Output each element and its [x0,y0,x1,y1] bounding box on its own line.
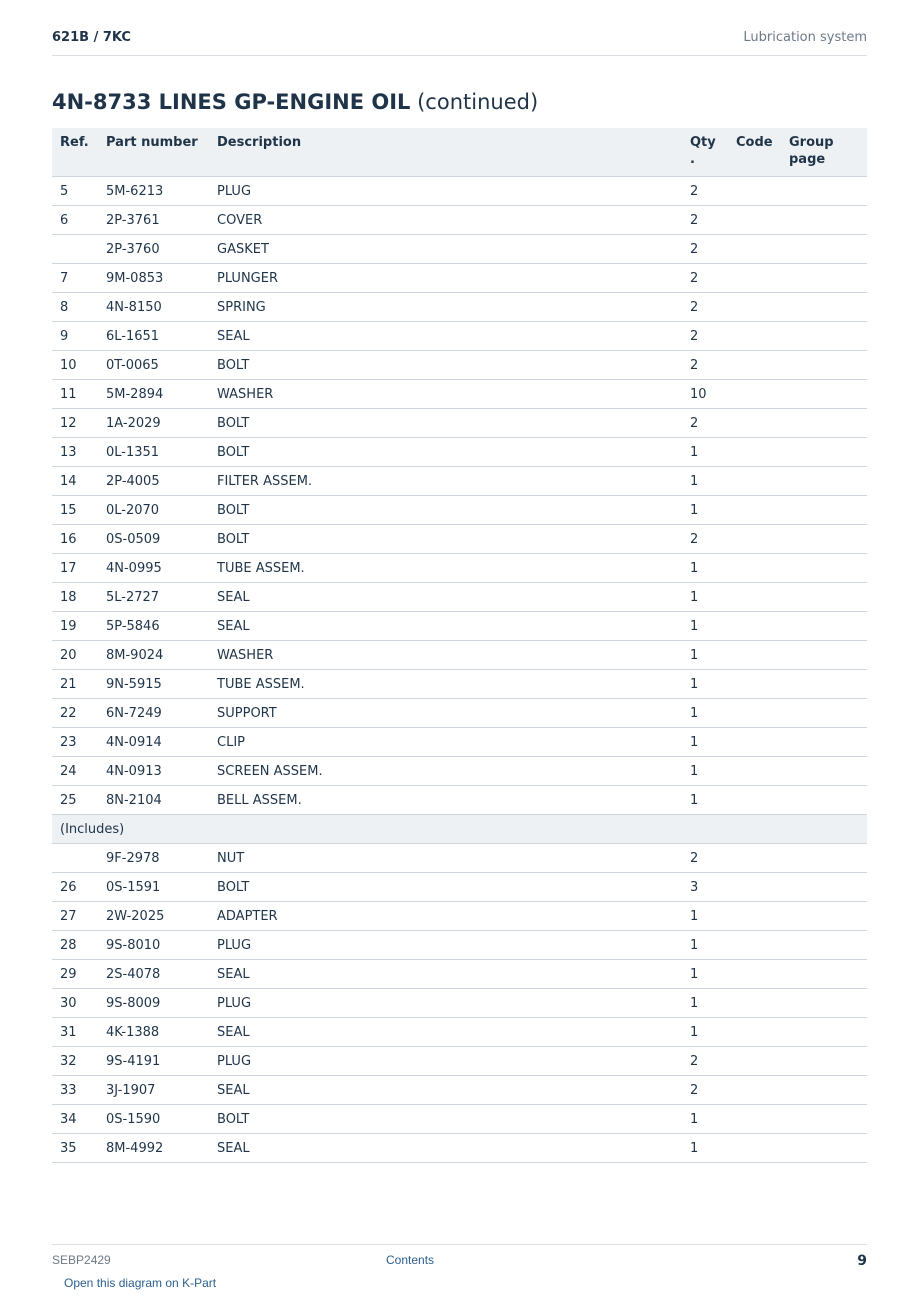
description-cell: PLUG [209,931,682,960]
table-row [52,496,867,525]
table-row [52,1134,867,1163]
group-page-cell [781,757,867,786]
description-cell: BOLT [209,351,682,380]
code-cell [728,873,781,902]
part-number-cell: 0S-1591 [98,873,209,902]
code-cell [728,177,781,206]
part-number-cell: 5P-5846 [98,612,209,641]
qty-cell: 1 [682,496,728,525]
ref-cell: 28 [52,931,98,960]
col-qty-header: Qty . [682,128,728,177]
code-cell [728,612,781,641]
ref-cell: 5 [52,177,98,206]
group-page-cell [781,467,867,496]
description-cell: SEAL [209,960,682,989]
table-row [52,844,867,873]
table-row [52,641,867,670]
part-number-cell: 0S-0509 [98,525,209,554]
ref-cell: 7 [52,264,98,293]
qty-cell: 1 [682,757,728,786]
qty-cell: 3 [682,873,728,902]
col-description-header: Description [209,128,682,177]
table-row [52,670,867,699]
group-page-cell [781,641,867,670]
table-row [52,525,867,554]
qty-cell: 10 [682,380,728,409]
code-cell [728,699,781,728]
ref-cell: 12 [52,409,98,438]
group-page-cell [781,496,867,525]
description-cell: FILTER ASSEM. [209,467,682,496]
group-page-cell [781,322,867,351]
code-cell [728,641,781,670]
table-row [52,467,867,496]
col-code-header: Code [728,128,781,177]
page-number: 9 [857,1253,867,1269]
ref-cell: 13 [52,438,98,467]
group-page-cell [781,960,867,989]
section-label: Lubrication system [743,30,867,45]
description-cell: SEAL [209,583,682,612]
table-row [52,728,867,757]
group-page-cell [781,264,867,293]
qty-cell: 1 [682,1105,728,1134]
group-page-cell [781,380,867,409]
group-page-cell [781,438,867,467]
table-row [52,235,867,264]
table-row [52,293,867,322]
ref-cell: 30 [52,989,98,1018]
description-cell: BOLT [209,525,682,554]
qty-cell: 1 [682,438,728,467]
part-number-cell: 2P-4005 [98,467,209,496]
table-row [52,438,867,467]
part-number-cell: 5L-2727 [98,583,209,612]
part-number-cell: 8N-2104 [98,786,209,815]
ref-cell: 35 [52,1134,98,1163]
part-number-cell: 6N-7249 [98,699,209,728]
ref-cell: 11 [52,380,98,409]
ref-cell [52,235,98,264]
part-number-cell: 8M-4992 [98,1134,209,1163]
ref-cell: 10 [52,351,98,380]
qty-cell: 1 [682,554,728,583]
part-number-cell: 0L-2070 [98,496,209,525]
parts-table [52,128,867,1163]
qty-cell: 1 [682,960,728,989]
ref-cell: 15 [52,496,98,525]
description-cell: TUBE ASSEM. [209,554,682,583]
description-cell: SEAL [209,612,682,641]
col-ref-header: Ref. [52,128,98,177]
table-row [52,177,867,206]
qty-cell: 2 [682,525,728,554]
ref-cell: 14 [52,467,98,496]
group-page-cell [781,1134,867,1163]
page-footer [52,1244,867,1275]
group-page-cell [781,786,867,815]
description-cell: GASKET [209,235,682,264]
code-cell [728,293,781,322]
group-page-cell [781,1018,867,1047]
code-cell [728,728,781,757]
ref-cell: 31 [52,1018,98,1047]
table-row [52,554,867,583]
part-number-cell: 9S-4191 [98,1047,209,1076]
qty-cell: 1 [682,612,728,641]
col-group-page-header: Group page [781,128,867,177]
table-row [52,206,867,235]
qty-cell: 2 [682,264,728,293]
qty-cell: 1 [682,902,728,931]
part-number-cell: 0T-0065 [98,351,209,380]
group-page-cell [781,873,867,902]
description-cell: PLUG [209,989,682,1018]
group-page-cell [781,670,867,699]
code-cell [728,902,781,931]
description-cell: BELL ASSEM. [209,786,682,815]
description-cell: PLUNGER [209,264,682,293]
ref-cell: 26 [52,873,98,902]
ref-cell: 25 [52,786,98,815]
document-id: SEBP2429 [52,1253,111,1267]
qty-cell: 1 [682,670,728,699]
includes-label: (Includes) [52,815,867,844]
part-number-cell: 9M-0853 [98,264,209,293]
part-number-cell: 6L-1651 [98,322,209,351]
part-number-cell: 9S-8009 [98,989,209,1018]
ref-cell: 23 [52,728,98,757]
ref-cell: 19 [52,612,98,641]
code-cell [728,1018,781,1047]
group-page-cell [781,902,867,931]
qty-cell: 2 [682,235,728,264]
code-cell [728,1105,781,1134]
qty-cell: 1 [682,699,728,728]
group-page-cell [781,177,867,206]
description-cell: CLIP [209,728,682,757]
code-cell [728,322,781,351]
code-cell [728,496,781,525]
code-cell [728,931,781,960]
code-cell [728,1134,781,1163]
part-number-cell: 4N-0914 [98,728,209,757]
description-cell: SCREEN ASSEM. [209,757,682,786]
table-row [52,1105,867,1134]
code-cell [728,786,781,815]
table-row [52,409,867,438]
code-cell [728,351,781,380]
ref-cell: 6 [52,206,98,235]
code-cell [728,206,781,235]
group-page-cell [781,409,867,438]
description-cell: WASHER [209,641,682,670]
group-page-cell [781,844,867,873]
code-cell [728,554,781,583]
code-cell [728,264,781,293]
group-page-cell [781,728,867,757]
qty-cell: 2 [682,409,728,438]
part-number-cell: 2S-4078 [98,960,209,989]
qty-cell: 1 [682,1134,728,1163]
qty-cell: 2 [682,322,728,351]
ref-cell: 21 [52,670,98,699]
title-main: 4N-8733 LINES GP-ENGINE OIL [52,90,411,114]
page-title [52,90,538,114]
ref-cell: 18 [52,583,98,612]
code-cell [728,670,781,699]
qty-cell: 2 [682,206,728,235]
description-cell: BOLT [209,438,682,467]
description-cell: BOLT [209,873,682,902]
ref-cell: 8 [52,293,98,322]
group-page-cell [781,699,867,728]
table-row [52,612,867,641]
qty-cell: 1 [682,583,728,612]
qty-cell: 2 [682,844,728,873]
description-cell: SPRING [209,293,682,322]
part-number-cell: 4N-0995 [98,554,209,583]
description-cell: BOLT [209,496,682,525]
code-cell [728,467,781,496]
part-number-cell: 9S-8010 [98,931,209,960]
code-cell [728,235,781,264]
description-cell: SUPPORT [209,699,682,728]
table-row [52,873,867,902]
table-row [52,322,867,351]
model-label: 621B / 7KC [52,30,131,45]
group-page-cell [781,1076,867,1105]
qty-cell: 2 [682,1076,728,1105]
qty-cell: 1 [682,786,728,815]
code-cell [728,1047,781,1076]
table-row [52,786,867,815]
group-page-cell [781,206,867,235]
code-cell [728,844,781,873]
code-cell [728,380,781,409]
code-cell [728,583,781,612]
qty-cell: 2 [682,293,728,322]
part-number-cell: 4N-8150 [98,293,209,322]
table-row [52,757,867,786]
description-cell: BOLT [209,409,682,438]
code-cell [728,525,781,554]
ref-cell [52,844,98,873]
part-number-cell: 5M-6213 [98,177,209,206]
ref-cell: 27 [52,902,98,931]
table-row [52,902,867,931]
ref-cell: 33 [52,1076,98,1105]
qty-cell: 1 [682,728,728,757]
group-page-cell [781,583,867,612]
group-page-cell [781,235,867,264]
group-page-cell [781,525,867,554]
page-header [52,28,867,56]
qty-cell: 1 [682,1018,728,1047]
table-row [52,931,867,960]
ref-cell: 34 [52,1105,98,1134]
code-cell [728,1076,781,1105]
part-number-cell: 3J-1907 [98,1076,209,1105]
part-number-cell: 9N-5915 [98,670,209,699]
table-row [52,380,867,409]
part-number-cell: 2P-3761 [98,206,209,235]
col-part-number-header: Part number [98,128,209,177]
table-row [52,351,867,380]
group-page-cell [781,1047,867,1076]
part-number-cell: 9F-2978 [98,844,209,873]
group-page-cell [781,554,867,583]
ref-cell: 17 [52,554,98,583]
table-header-row [52,128,867,177]
qty-cell: 2 [682,351,728,380]
part-number-cell: 0L-1351 [98,438,209,467]
qty-cell: 1 [682,931,728,960]
table-row [52,989,867,1018]
description-cell: ADAPTER [209,902,682,931]
table-row [52,1076,867,1105]
part-number-cell: 0S-1590 [98,1105,209,1134]
part-number-cell: 1A-2029 [98,409,209,438]
description-cell: SEAL [209,1018,682,1047]
description-cell: BOLT [209,1105,682,1134]
code-cell [728,989,781,1018]
table-row [52,1047,867,1076]
table-row [52,960,867,989]
description-cell: COVER [209,206,682,235]
description-cell: WASHER [209,380,682,409]
qty-cell: 1 [682,467,728,496]
table-row [52,815,867,844]
description-cell: NUT [209,844,682,873]
parts-table-body [52,177,867,1163]
group-page-cell [781,1105,867,1134]
group-page-cell [781,351,867,380]
part-number-cell: 2W-2025 [98,902,209,931]
description-cell: SEAL [209,322,682,351]
description-cell: SEAL [209,1076,682,1105]
group-page-cell [781,612,867,641]
table-row [52,699,867,728]
group-page-cell [781,989,867,1018]
table-row [52,264,867,293]
code-cell [728,757,781,786]
contents-link[interactable]: Contents [386,1253,435,1267]
code-cell [728,409,781,438]
description-cell: TUBE ASSEM. [209,670,682,699]
ref-cell: 32 [52,1047,98,1076]
part-number-cell: 4N-0913 [98,757,209,786]
table-row [52,583,867,612]
part-number-cell: 2P-3760 [98,235,209,264]
table-row [52,1018,867,1047]
kpart-link[interactable]: Open this diagram on K-Part [64,1276,217,1290]
code-cell [728,960,781,989]
description-cell: PLUG [209,1047,682,1076]
group-page-cell [781,293,867,322]
ref-cell: 22 [52,699,98,728]
description-cell: SEAL [209,1134,682,1163]
part-number-cell: 5M-2894 [98,380,209,409]
qty-cell: 2 [682,177,728,206]
title-suffix: (continued) [410,90,539,114]
ref-cell: 29 [52,960,98,989]
ref-cell: 20 [52,641,98,670]
description-cell: PLUG [209,177,682,206]
part-number-cell: 4K-1388 [98,1018,209,1047]
qty-cell: 2 [682,1047,728,1076]
ref-cell: 9 [52,322,98,351]
ref-cell: 24 [52,757,98,786]
code-cell [728,438,781,467]
ref-cell: 16 [52,525,98,554]
qty-cell: 1 [682,641,728,670]
part-number-cell: 8M-9024 [98,641,209,670]
group-page-cell [781,931,867,960]
qty-cell: 1 [682,989,728,1018]
